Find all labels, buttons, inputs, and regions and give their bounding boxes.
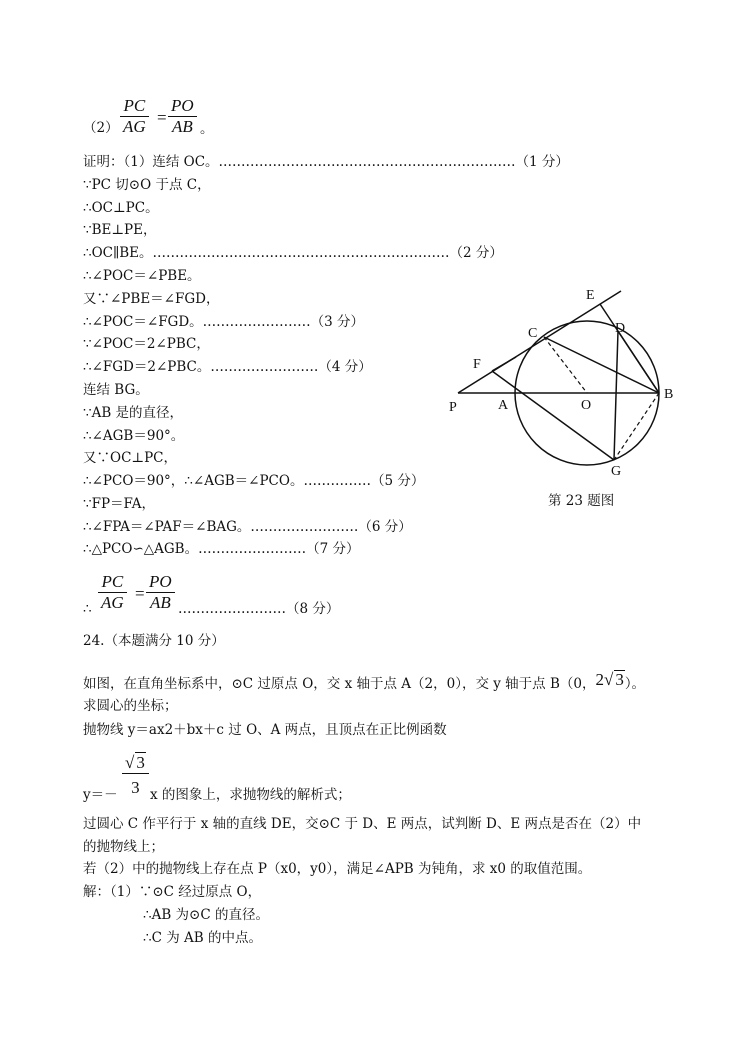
proof-line: ∴OC∥BE。…………………………………………………………（2 分）	[83, 245, 503, 261]
proof-line: ∴△PCO∽△AGB。……………………（7 分）	[83, 541, 360, 557]
conclusion-fraction-po-ab	[146, 572, 175, 613]
proof-line: ∴OC⊥PC。	[83, 200, 159, 216]
equals-sign: =	[135, 584, 145, 603]
part2-label: （2）	[83, 120, 119, 136]
line-dg	[614, 331, 618, 460]
proof-line: 连结 BG。	[83, 382, 149, 398]
q24-line7: 若（2）中的抛物线上存在点 P（x0，y0），满足∠APB 为钝角，求 x0 的取值范围。	[83, 861, 592, 877]
proof-line: 证明：（1）连结 OC。…………………………………………………………（1 分）	[83, 154, 569, 170]
q24-line1	[83, 670, 646, 693]
sqrt-value: 3	[615, 670, 624, 689]
proof-line: ∴∠POC＝∠FGD。……………………（3 分）	[83, 314, 365, 330]
q24-line3: 抛物线 y＝ax2＋bx＋c 过 O、A 两点，且顶点在正比例函数	[83, 722, 447, 738]
label-g: G	[611, 464, 622, 479]
label-o: O	[581, 398, 592, 413]
conclusion-score: ……………………（8 分）	[178, 601, 340, 617]
proof-line: ∵BE⊥PE，	[83, 222, 157, 238]
numerator: PC	[98, 572, 127, 593]
q24-line5: 过圆心 C 作平行于 x 轴的直线 DE，交⊙C 于 D、E 两点，试判断 D、E 两点是否在（2）中	[83, 816, 642, 832]
denominator: AG	[101, 593, 124, 612]
q24-line4-prefix: y＝－	[83, 787, 118, 803]
solution-line2: ∴AB 为⊙C 的直径。	[143, 907, 269, 923]
label-p: P	[449, 400, 457, 415]
proof-line: ∵PC 切⊙O 于点 C，	[83, 177, 211, 193]
q24-header: 24.（本题满分 10 分）	[83, 633, 225, 649]
q24-line4-suffix: x 的图象上，求抛物线的解析式；	[150, 787, 351, 803]
proof-line: ∵FP＝FA，	[83, 496, 155, 512]
numerator: PO	[168, 96, 197, 117]
sqrt-value: 3	[136, 753, 145, 772]
conclusion-fraction-pc-ag	[98, 572, 127, 613]
figure-caption: 第 23 题图	[548, 493, 615, 509]
dashed-oc	[544, 337, 587, 393]
numerator: PO	[146, 572, 175, 593]
label-e: E	[586, 288, 595, 303]
therefore-symbol: ∴	[83, 601, 92, 617]
label-f: F	[473, 357, 481, 372]
label-c: C	[528, 326, 538, 341]
proof-line: ∵AB 是的直径，	[83, 405, 184, 421]
proof-line: ∴∠POC＝∠PBE。	[83, 268, 201, 284]
denominator: AG	[123, 117, 146, 136]
part2-end: 。	[200, 121, 214, 137]
two-root-three: 2√ 3	[595, 670, 624, 689]
denominator: AB	[171, 117, 193, 136]
q24-line1-text: 如图，在直角坐标系中，⊙C 过原点 O，交 x 轴于点 A（2，0），交 y 轴于点 B（0，	[83, 676, 596, 692]
proof-line: ∴∠PCO＝90°，∴∠AGB＝∠PCO。……………（5 分）	[83, 473, 425, 489]
solution-line1: 解：（1）∵⊙C 经过原点 O，	[83, 884, 262, 900]
dashed-bg	[614, 393, 659, 460]
q24-line6: 的抛物线上；	[83, 839, 164, 855]
q24-line1-end: ）。	[624, 676, 646, 692]
proof-line: ∴∠FPA＝∠PAF＝∠BAG。……………………（6 分）	[83, 519, 412, 535]
equals-sign: =	[157, 108, 167, 127]
solution-line3: ∴C 为 AB 的中点。	[143, 930, 262, 946]
proof-line: 又∵∠PBE＝∠FGD，	[83, 291, 220, 307]
denominator: 3	[122, 773, 149, 798]
label-d: D	[615, 321, 626, 336]
line-pe	[458, 291, 621, 393]
neg-root3-over-3-fraction	[122, 752, 149, 798]
part2-fraction-pc-ag	[120, 96, 149, 137]
denominator: AB	[149, 593, 171, 612]
label-a: A	[498, 398, 509, 413]
proof-line: ∴∠FGD＝2∠PBC。……………………（4 分）	[83, 359, 372, 375]
numerator: PC	[120, 96, 149, 117]
line-fg	[492, 371, 614, 460]
proof-line: 又∵OC⊥PC，	[83, 450, 178, 466]
label-b: B	[664, 387, 674, 402]
numerator: √ 3	[125, 753, 145, 772]
proof-line: ∵∠POC＝2∠PBC，	[83, 336, 210, 352]
proof-line: ∴∠AGB＝90°。	[83, 428, 185, 444]
line-fd	[492, 357, 516, 371]
geometry-figure	[440, 280, 690, 520]
q24-line2: 求圆心的坐标；	[83, 698, 178, 714]
part2-fraction-po-ab	[168, 96, 197, 137]
sqrt-coef: 2	[595, 670, 604, 689]
